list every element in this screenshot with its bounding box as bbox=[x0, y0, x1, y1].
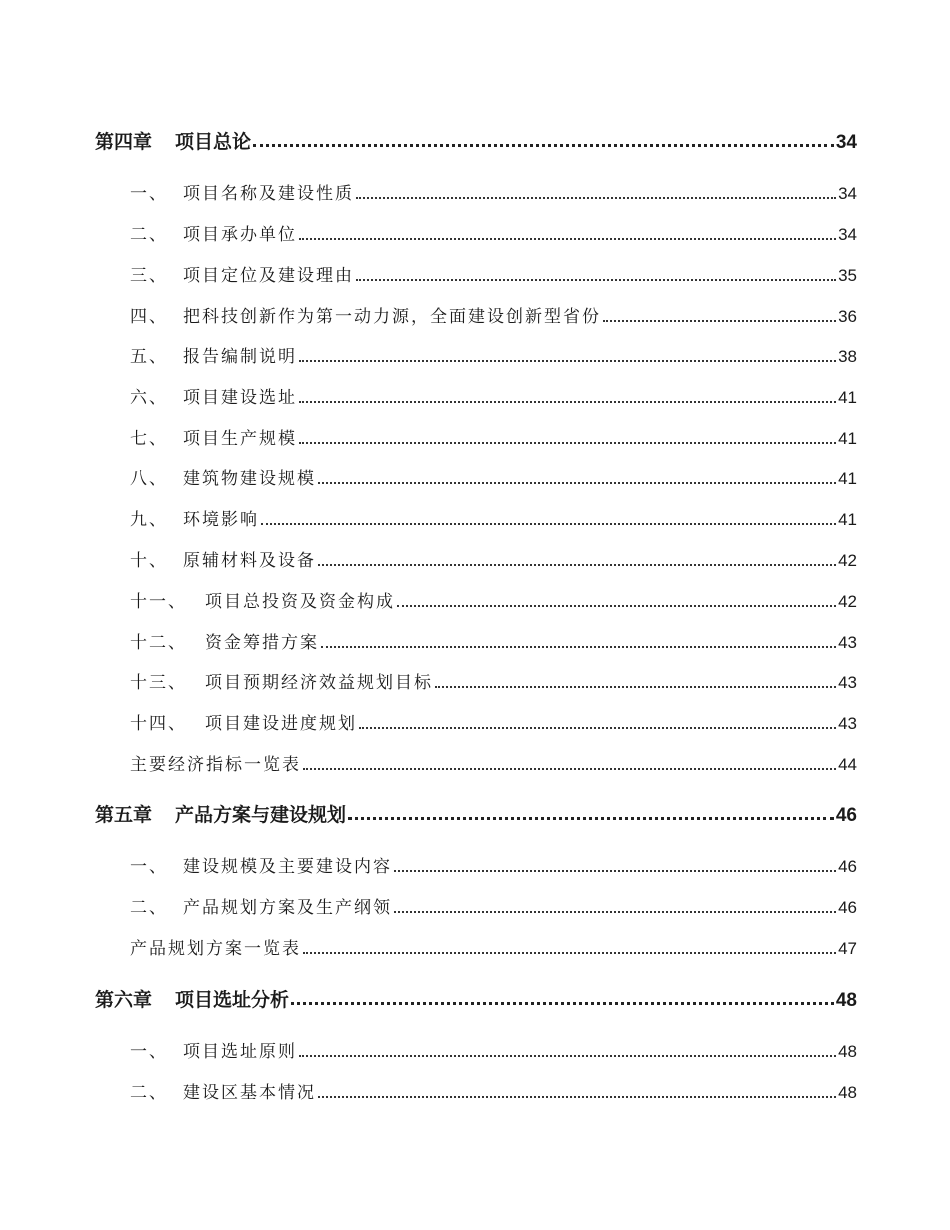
toc-entry-page-number: 48 bbox=[838, 1083, 857, 1102]
toc-entry[interactable] bbox=[130, 628, 857, 654]
toc-entry-page-number: 43 bbox=[838, 673, 857, 692]
dot-leader bbox=[356, 197, 836, 199]
toc-entry-page-number: 34 bbox=[835, 132, 857, 153]
toc-entry-title: 产品规划方案及生产纲领 bbox=[183, 898, 392, 918]
toc-entry-page-number: 42 bbox=[838, 551, 857, 570]
toc-entry-title: 项目选址分析 bbox=[175, 989, 290, 1011]
toc-entry-page-number: 38 bbox=[838, 347, 857, 366]
toc-entry-title: 项目预期经济效益规划目标 bbox=[205, 673, 433, 693]
dot-leader bbox=[359, 727, 836, 729]
toc-entry[interactable] bbox=[130, 852, 857, 878]
toc-entry-title: 原辅材料及设备 bbox=[183, 551, 316, 571]
toc-entry-number: 一、 bbox=[130, 1042, 168, 1062]
toc-entry[interactable] bbox=[130, 1078, 857, 1104]
toc-entry-page-number: 41 bbox=[838, 469, 857, 488]
toc-entry-number: 八、 bbox=[130, 469, 168, 489]
dot-leader bbox=[303, 768, 836, 770]
toc-entry-title: 项目生产规模 bbox=[183, 429, 297, 449]
dot-leader bbox=[397, 605, 836, 607]
toc-entry-number: 二、 bbox=[130, 225, 168, 245]
toc-entry-page-number: 43 bbox=[838, 714, 857, 733]
toc-entry-number: 十、 bbox=[130, 551, 168, 571]
toc-entry-page-number: 43 bbox=[838, 633, 857, 652]
dot-leader bbox=[299, 401, 836, 403]
toc-entry-page-number: 48 bbox=[838, 1042, 857, 1061]
dot-leader bbox=[299, 238, 836, 240]
toc-entry-title: 项目总投资及资金构成 bbox=[205, 592, 395, 612]
dot-leader bbox=[356, 279, 836, 281]
toc-entry-page-number: 46 bbox=[838, 857, 857, 876]
toc-entry-number: 十二、 bbox=[130, 633, 187, 653]
toc-entry-page-number: 34 bbox=[838, 225, 857, 244]
dot-leader bbox=[318, 1096, 836, 1098]
toc-entry-page-number: 35 bbox=[838, 266, 857, 285]
toc-entry-number: 一、 bbox=[130, 857, 168, 877]
toc-entry-page-number: 41 bbox=[838, 510, 857, 529]
toc-entry-number: 九、 bbox=[130, 510, 168, 530]
dot-leader bbox=[299, 442, 836, 444]
toc-entry-title: 建筑物建设规模 bbox=[183, 469, 316, 489]
toc-entry-title: 主要经济指标一览表 bbox=[130, 755, 301, 775]
toc-entry[interactable] bbox=[130, 750, 857, 776]
toc-entry-number: 第六章 bbox=[95, 989, 153, 1011]
dot-leader bbox=[348, 817, 834, 820]
toc-entry[interactable] bbox=[130, 668, 857, 694]
toc-entry-number: 十四、 bbox=[130, 714, 187, 734]
dot-leader bbox=[253, 144, 834, 147]
toc-entry-title: 建设区基本情况 bbox=[183, 1083, 316, 1103]
toc-entry-number: 二、 bbox=[130, 1083, 168, 1103]
toc-entry-page-number: 34 bbox=[838, 184, 857, 203]
toc-entry-title: 产品方案与建设规划 bbox=[175, 804, 347, 826]
toc-entry-title: 项目定位及建设理由 bbox=[183, 266, 354, 286]
dot-leader bbox=[299, 1055, 836, 1057]
toc-chapter-entry[interactable] bbox=[95, 127, 857, 153]
toc-entry-number: 二、 bbox=[130, 898, 168, 918]
dot-leader bbox=[603, 320, 836, 322]
toc-entry-title: 项目选址原则 bbox=[183, 1042, 297, 1062]
toc-entry[interactable] bbox=[130, 424, 857, 450]
toc-entry-page-number: 48 bbox=[835, 990, 857, 1011]
toc-entry-page-number: 36 bbox=[838, 307, 857, 326]
toc-entry[interactable] bbox=[130, 179, 857, 205]
toc-entry-number: 七、 bbox=[130, 429, 168, 449]
toc-entry[interactable] bbox=[130, 342, 857, 368]
toc-entry[interactable] bbox=[130, 302, 857, 328]
toc-entry-title: 资金筹措方案 bbox=[205, 633, 319, 653]
toc-entry-title: 项目总论 bbox=[175, 131, 252, 153]
toc-entry-page-number: 47 bbox=[838, 939, 857, 958]
dot-leader bbox=[303, 952, 836, 954]
toc-entry-title: 把科技创新作为第一动力源，全面建设创新型省份 bbox=[183, 307, 601, 327]
dot-leader bbox=[261, 523, 836, 525]
dot-leader bbox=[318, 482, 836, 484]
toc-entry-number: 三、 bbox=[130, 266, 168, 286]
toc-entry-number: 五、 bbox=[130, 347, 168, 367]
toc-entry-title: 项目承办单位 bbox=[183, 225, 297, 245]
toc-entry-title: 环境影响 bbox=[183, 510, 259, 530]
toc-entry[interactable] bbox=[130, 893, 857, 919]
dot-leader bbox=[435, 686, 836, 688]
toc-entry[interactable] bbox=[130, 709, 857, 735]
toc-entry-title: 项目建设选址 bbox=[183, 388, 297, 408]
toc-entry-page-number: 41 bbox=[838, 429, 857, 448]
dot-leader bbox=[394, 911, 836, 913]
toc-entry-number: 一、 bbox=[130, 184, 168, 204]
toc-entry[interactable] bbox=[130, 587, 857, 613]
dot-leader bbox=[394, 870, 836, 872]
toc-entry-title: 产品规划方案一览表 bbox=[130, 939, 301, 959]
toc-entry-title: 项目名称及建设性质 bbox=[183, 184, 354, 204]
toc-entry-number: 四、 bbox=[130, 307, 168, 327]
toc-entry-title: 报告编制说明 bbox=[183, 347, 297, 367]
toc-entry-page-number: 46 bbox=[835, 805, 857, 826]
toc-entry[interactable] bbox=[130, 261, 857, 287]
toc-entry-page-number: 41 bbox=[838, 388, 857, 407]
dot-leader bbox=[318, 564, 836, 566]
toc-entry[interactable] bbox=[130, 383, 857, 409]
toc-entry[interactable] bbox=[130, 464, 857, 490]
dot-leader bbox=[291, 1002, 834, 1005]
toc-entry[interactable] bbox=[130, 546, 857, 572]
toc-entry-number: 第四章 bbox=[95, 131, 153, 153]
toc-chapter-entry[interactable] bbox=[95, 985, 857, 1011]
toc-entry-number: 十一、 bbox=[130, 592, 187, 612]
dot-leader bbox=[321, 646, 836, 648]
toc-entry[interactable] bbox=[130, 1037, 857, 1063]
toc-entry-number: 十三、 bbox=[130, 673, 187, 693]
toc-entry-page-number: 44 bbox=[838, 755, 857, 774]
toc-entry-title: 项目建设进度规划 bbox=[205, 714, 357, 734]
toc-entry[interactable] bbox=[130, 220, 857, 246]
toc-entry-page-number: 42 bbox=[838, 592, 857, 611]
dot-leader bbox=[299, 360, 836, 362]
toc-chapter-entry[interactable] bbox=[95, 800, 857, 826]
toc-entry-number: 六、 bbox=[130, 388, 168, 408]
toc-entry[interactable] bbox=[130, 505, 857, 531]
toc-entry-number: 第五章 bbox=[95, 804, 153, 826]
toc-entry-page-number: 46 bbox=[838, 898, 857, 917]
toc-entry[interactable] bbox=[130, 934, 857, 960]
toc-entry-title: 建设规模及主要建设内容 bbox=[183, 857, 392, 877]
